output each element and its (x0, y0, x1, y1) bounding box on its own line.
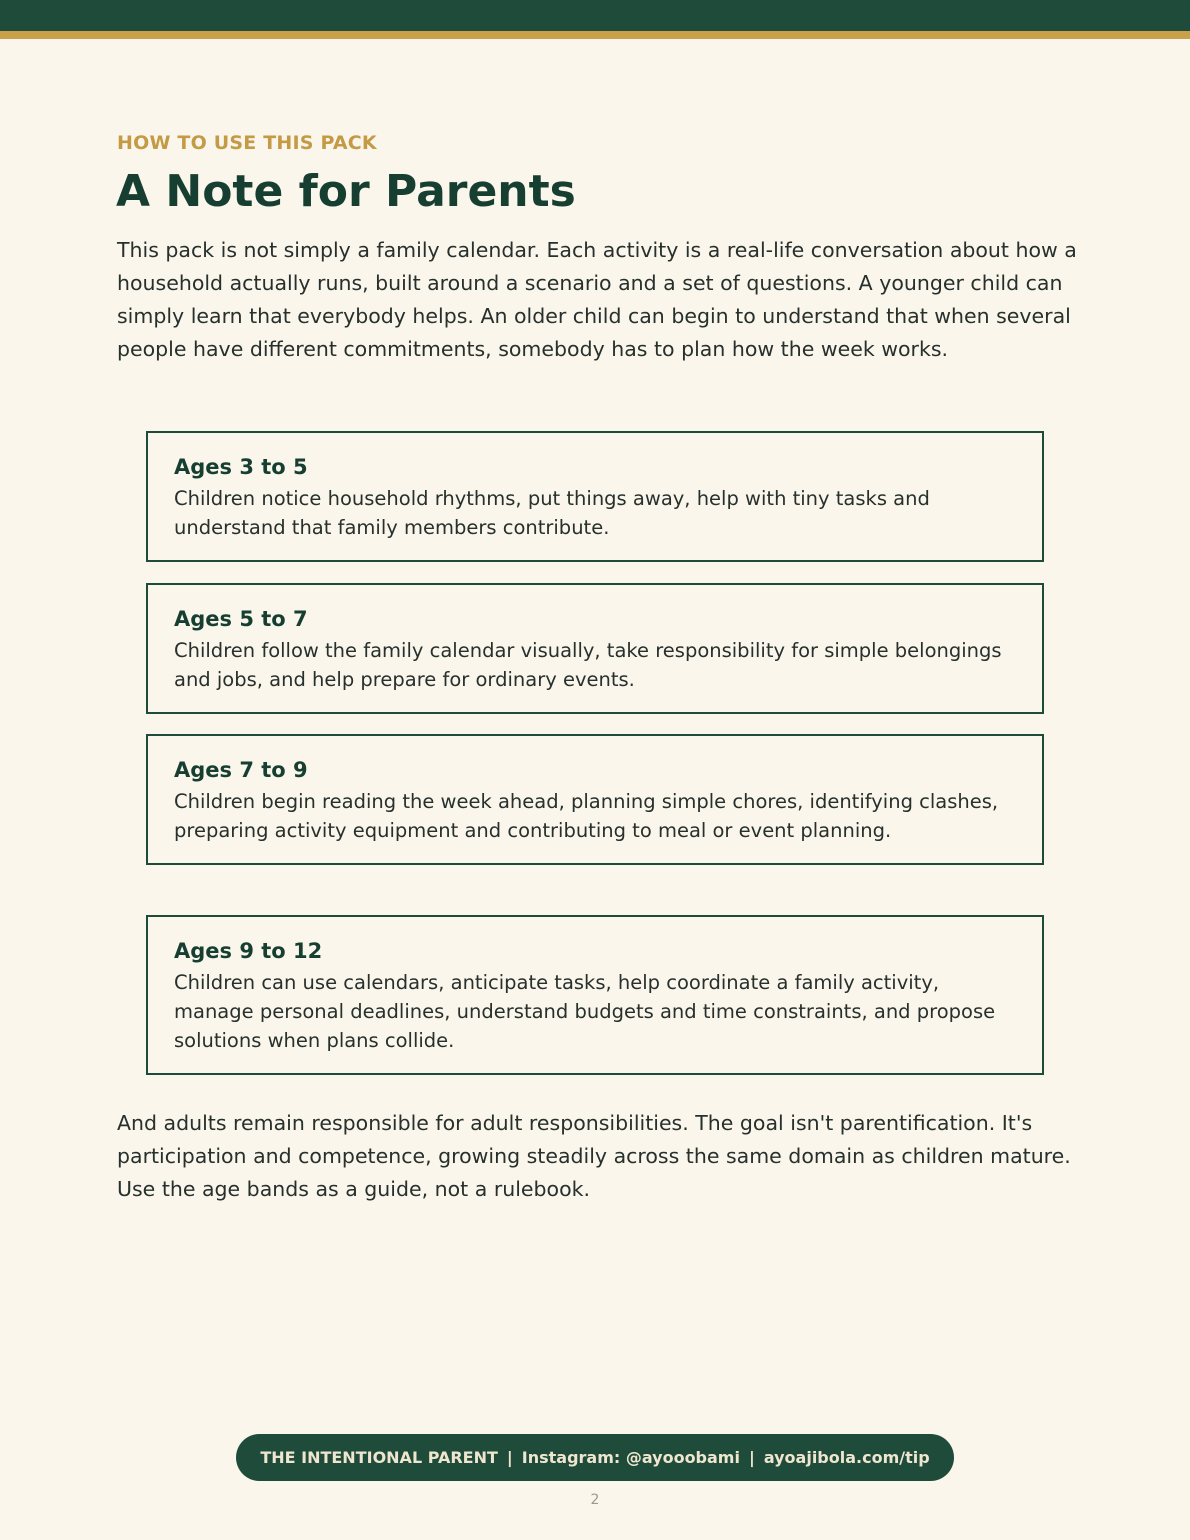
age-band-description: Children follow the family calendar visually, take responsibility for simple belongings and jobs, and help prepare for ordinary events. (174, 639, 1002, 691)
age-band-description: Children begin reading the week ahead, planning simple chores, identifying clashes, preparing activity equipment and contributing to meal or event planning. (174, 790, 999, 842)
age-band-heading: Ages 5 to 7 (174, 607, 308, 631)
footer-website: ayoajibola.com/tip (763, 1448, 930, 1467)
age-band-card-3-to-5 (146, 431, 1044, 562)
footer-banner (236, 1434, 954, 1481)
footer-separator: | (506, 1448, 513, 1467)
footer-brand: THE INTENTIONAL PARENT (260, 1448, 498, 1467)
age-band-card-7-to-9 (146, 734, 1044, 865)
page-number: 2 (590, 1492, 600, 1508)
age-band-heading: Ages 7 to 9 (174, 758, 308, 782)
age-band-heading: Ages 9 to 12 (174, 939, 323, 963)
top-banner-bar (0, 0, 1190, 31)
age-band-description: Children can use calendars, anticipate tasks, help coordinate a family activity, manage personal deadlines, understand budgets and time constraints, and propose solutions when plans collide. (174, 971, 996, 1052)
footer-separator: | (748, 1448, 755, 1467)
section-eyebrow: HOW TO USE THIS PACK (117, 132, 377, 154)
age-band-card-9-to-12 (146, 915, 1044, 1075)
footer-instagram-handle: Instagram: @ayooobami (521, 1448, 740, 1467)
age-band-heading: Ages 3 to 5 (174, 455, 308, 479)
intro-paragraph: This pack is not simply a family calendar. Each activity is a real-life conversation about how a household actually runs, built around a scenario and a set of questions. A younger child can simply learn that everybody helps. An older child can begin to understand that when several people have different commitments, somebody has to plan how the week works. (117, 238, 1077, 361)
age-band-description: Children notice household rhythms, put things away, help with tiny tasks and understand that family members contribute. (174, 487, 930, 539)
age-band-card-5-to-7 (146, 583, 1044, 714)
page-title: A Note for Parents (116, 166, 576, 217)
gold-accent-rule (0, 31, 1190, 39)
closing-paragraph: And adults remain responsible for adult responsibilities. The goal isn't parentification. It's participation and competence, growing steadily across the same domain as children mature. Use the age bands as a guide, not a rulebook. (117, 1111, 1071, 1201)
